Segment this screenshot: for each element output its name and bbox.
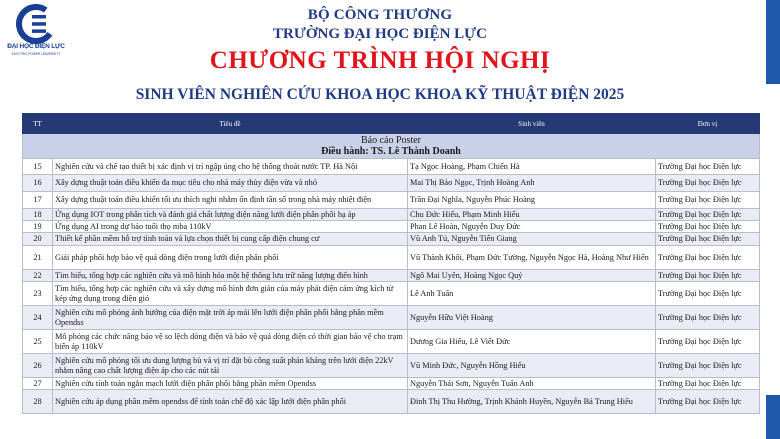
- row-students: Vũ Anh Tú, Nguyễn Tiến Giang: [408, 233, 656, 246]
- column-header-unit: Đơn vị: [656, 114, 760, 134]
- column-header-title: Tiêu đề: [53, 114, 408, 134]
- row-students: Ngô Mai Uyên, Hoàng Ngọc Quý: [408, 270, 656, 282]
- table-row: [23, 221, 760, 233]
- logo-name: ĐẠI HỌC ĐIỆN LỰC: [7, 43, 65, 50]
- row-unit: Trường Đại học Điện lực: [656, 378, 760, 390]
- row-unit: Trường Đại học Điện lực: [656, 306, 760, 330]
- ministry-name: BỘ CÔNG THƯƠNG: [307, 7, 453, 23]
- row-number: 16: [23, 175, 53, 192]
- row-unit: Trường Đại học Điện lực: [656, 175, 760, 192]
- table-row: [23, 306, 760, 330]
- column-header-students: Sinh viên: [408, 114, 656, 134]
- table-row: [23, 354, 760, 378]
- row-students: Trần Đại Nghĩa, Nguyễn Phúc Hoàng: [408, 192, 656, 209]
- row-students: Mai Thị Bảo Ngọc, Trịnh Hoàng Anh: [408, 175, 656, 192]
- row-title: Xây dựng thuật toán điều khiển đa mục tiêu cho nhà máy thủy điện vừa và nhỏ: [53, 175, 408, 192]
- conference-subtitle: SINH VIÊN NGHIÊN CỨU KHOA HỌC KHOA KỸ THUẬT ĐIỆN 2025: [135, 86, 625, 103]
- row-students: Dương Gia Hiếu, Lê Viết Đức: [408, 330, 656, 354]
- table-row: [23, 282, 760, 306]
- university-name: TRƯỜNG ĐẠI HỌC ĐIỆN LỰC: [273, 26, 487, 42]
- row-students: Chu Đức Hiếu, Phạm Minh Hiếu: [408, 209, 656, 221]
- row-title: Nghiên cứu mô phỏng tối ưu dung lượng bù và vị trí đặt bù công suất phản kháng trên lưới điện 22kV nhằm nâng cao chất lượng điện áp cho các nút tải: [53, 354, 408, 378]
- row-unit: Trường Đại học Điện lực: [656, 246, 760, 270]
- section-title: Báo cáo Poster: [361, 135, 421, 146]
- row-number: 23: [23, 282, 53, 306]
- table-row: [23, 192, 760, 209]
- row-unit: Trường Đại học Điện lực: [656, 221, 760, 233]
- table-row: [23, 246, 760, 270]
- row-students: Phan Lê Hoàn, Nguyễn Duy Đức: [408, 221, 656, 233]
- table-row: [23, 233, 760, 246]
- row-title: Ứng dụng AI trong dự báo tuổi thọ mba 110kV: [53, 221, 408, 233]
- row-number: 18: [23, 209, 53, 221]
- row-number: 21: [23, 246, 53, 270]
- row-students: Nguyễn Hữu Việt Hoàng: [408, 306, 656, 330]
- row-title: Nghiên cứu và chế tạo thiết bị xác định vị trí ngập úng cho hệ thống thoát nước TP. Hà Nội: [53, 159, 408, 175]
- table-row: [23, 378, 760, 390]
- right-stripe-bottom: [766, 395, 780, 439]
- row-title: Ứng dụng IOT trong phân tích và đánh giá chất lượng điện năng lưới điện phân phối hạ áp: [53, 209, 408, 221]
- row-unit: Trường Đại học Điện lực: [656, 209, 760, 221]
- row-students: Nguyễn Thái Sơn, Nguyễn Tuấn Anh: [408, 378, 656, 390]
- row-title: Nghiên cứu mô phỏng ảnh hưởng của điện mặt trời áp mái lên lưới điện phân phối bằng phần mềm Opendss: [53, 306, 408, 330]
- row-unit: Trường Đại học Điện lực: [656, 192, 760, 209]
- row-unit: Trường Đại học Điện lực: [656, 159, 760, 175]
- row-unit: Trường Đại học Điện lực: [656, 270, 760, 282]
- table-row: [23, 159, 760, 175]
- row-number: 25: [23, 330, 53, 354]
- program-title: CHƯƠNG TRÌNH HỘI NGHỊ: [209, 47, 551, 74]
- row-number: 24: [23, 306, 53, 330]
- row-number: 20: [23, 233, 53, 246]
- logo-subtitle: ELECTRIC POWER UNIVERSITY: [11, 52, 61, 56]
- table-row: [23, 209, 760, 221]
- row-title: Thiết kế phần mềm hỗ trợ tính toán và lựa chọn thiết bị cung cấp điện chung cư: [53, 233, 408, 246]
- row-number: 22: [23, 270, 53, 282]
- row-number: 26: [23, 354, 53, 378]
- row-unit: Trường Đại học Điện lực: [656, 233, 760, 246]
- row-students: Đinh Thị Thu Hường, Trịnh Khánh Huyền, Nguyễn Bá Trung Hiếu: [408, 390, 656, 414]
- row-unit: Trường Đại học Điện lực: [656, 354, 760, 378]
- table-row: [23, 330, 760, 354]
- section-header-row: [23, 134, 760, 159]
- row-title: Mô phỏng các chức năng bảo vệ so lệch dòng điện và bảo vệ quá dòng điện có thời gian bảo vệ cho trạm biến áp 110kV: [53, 330, 408, 354]
- row-students: Vũ Thành Khôi, Phạm Đức Tường, Nguyễn Ngọc Hà, Hoàng Như Hiển: [408, 246, 656, 270]
- section-header-cell: [23, 134, 760, 159]
- row-number: 17: [23, 192, 53, 209]
- table-row: [23, 270, 760, 282]
- row-students: Vũ Minh Đức, Nguyễn Hồng Hiếu: [408, 354, 656, 378]
- program-table: [22, 113, 759, 414]
- session-chair: Điều hành: TS. Lê Thành Doanh: [321, 146, 461, 157]
- row-number: 19: [23, 221, 53, 233]
- row-title: Xây dựng thuật toán điều khiển tối ưu thích nghi nhằm ổn định tần số trong nhà máy nhiệt điện: [53, 192, 408, 209]
- row-number: 15: [23, 159, 53, 175]
- column-header-tt: TT: [23, 114, 53, 134]
- row-students: Lê Anh Tuấn: [408, 282, 656, 306]
- table-row: [23, 175, 760, 192]
- table-row: [23, 390, 760, 414]
- row-unit: Trường Đại học Điện lực: [656, 390, 760, 414]
- row-title: Tìm hiểu, tổng hợp các nghiên cứu và mô hình hóa một hệ thống lưu trữ năng lượng điển hình: [53, 270, 408, 282]
- row-unit: Trường Đại học Điện lực: [656, 282, 760, 306]
- row-number: 28: [23, 390, 53, 414]
- right-stripe-top: [766, 0, 780, 84]
- row-title: Giải pháp phối hợp bảo vệ quá dòng điện trong lưới điện phân phối: [53, 246, 408, 270]
- row-students: Tạ Ngọc Hoàng, Phạm Chiến Hà: [408, 159, 656, 175]
- row-number: 27: [23, 378, 53, 390]
- row-title: Tìm hiểu, tổng hợp các nghiên cứu và xây dựng mô hình đơn giản của máy phát điện cảm ứng kích từ kép ứng dụng trong điện gió: [53, 282, 408, 306]
- row-unit: Trường Đại học Điện lực: [656, 330, 760, 354]
- table-header-row: [23, 114, 760, 134]
- row-title: Nghiên cứu áp dụng phần mềm opendss để tính toán chế độ xác lập lưới điện phân phối: [53, 390, 408, 414]
- row-title: Nghiên cứu tính toán ngắn mạch lưới điện phân phối bằng phần mềm Opendss: [53, 378, 408, 390]
